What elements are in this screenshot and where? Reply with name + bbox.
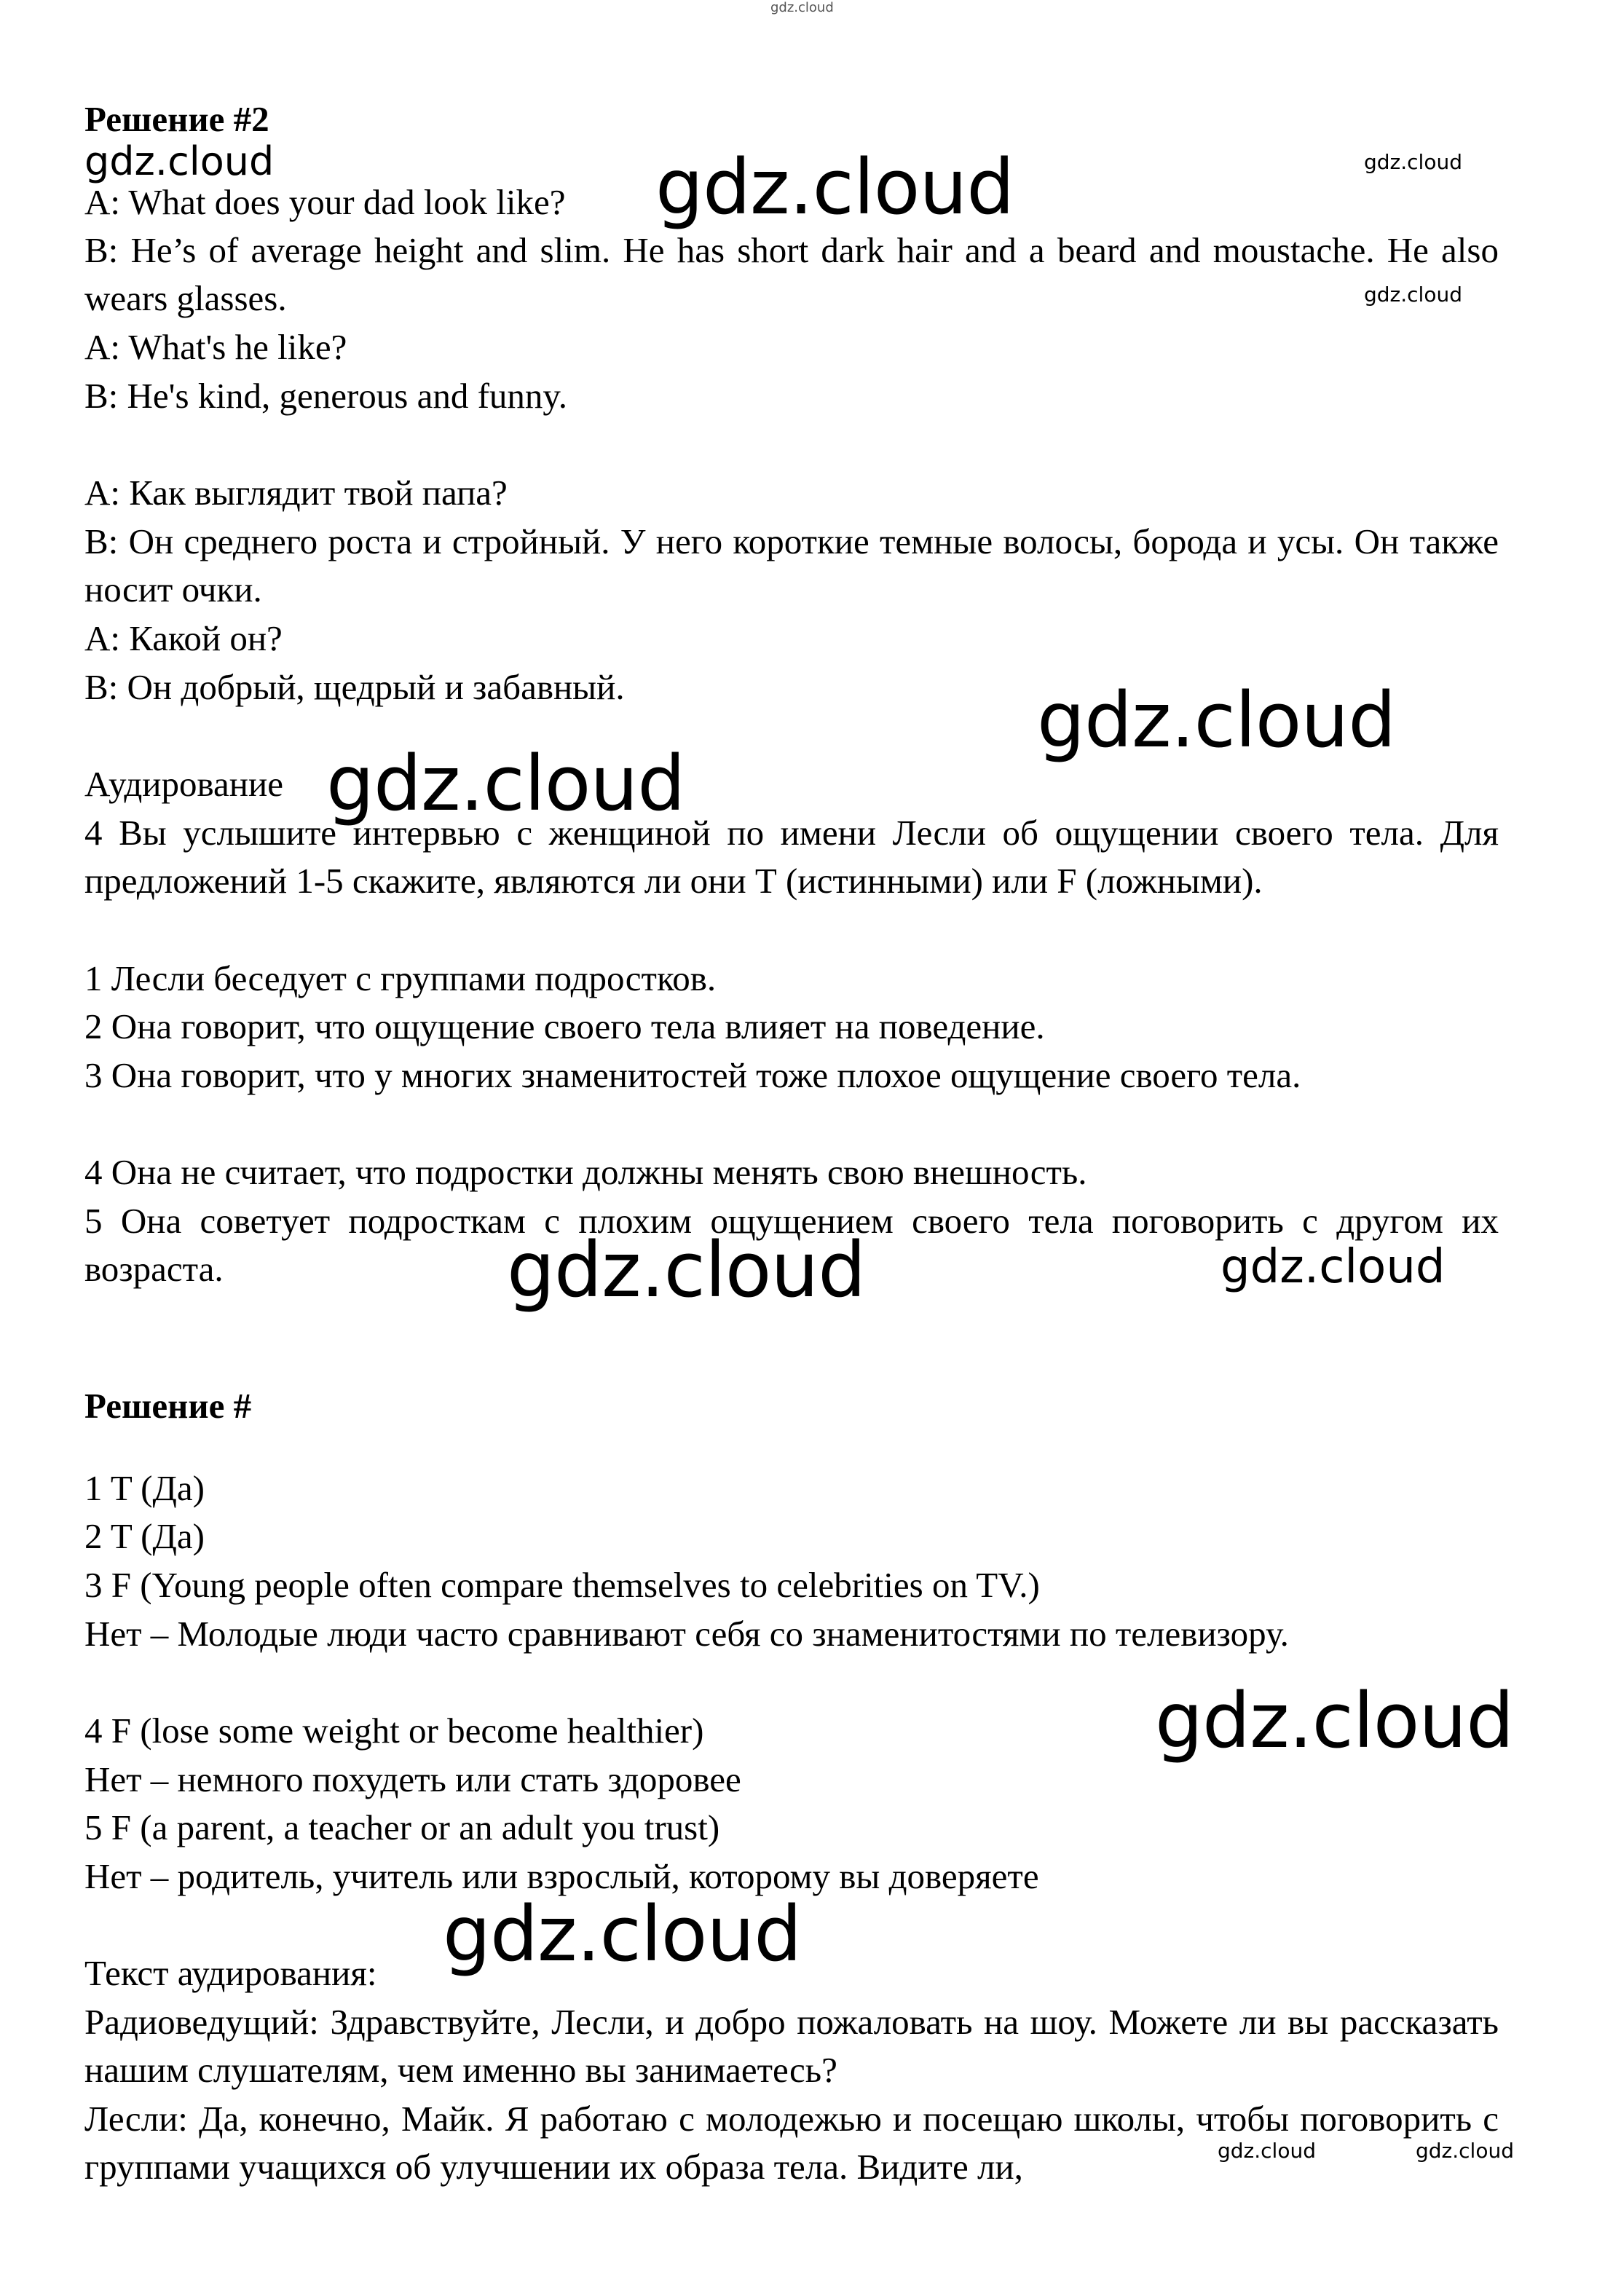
watermark-small: gdz.cloud	[1364, 150, 1462, 174]
watermark-heading: gdz.cloud	[84, 138, 275, 184]
watermark-large: gdz.cloud	[326, 739, 685, 828]
listening-task: 4 Вы услышите интервью с женщиной по имени Лесли об ощущении своего тела. Для предложений 1-5 скажите, являются ли они Т (истинными) или F (ложными).	[84, 813, 1499, 901]
watermark-large: gdz.cloud	[507, 1226, 866, 1314]
dialogue-ru-line: А: Какой он?	[84, 618, 283, 658]
watermark-top-tiny: gdz.cloud	[770, 0, 834, 15]
solution-heading: Решение #2	[84, 99, 269, 139]
answer-line: 2 T (Да)	[84, 1516, 205, 1556]
dialogue-ru-line: А: Как выглядит твой папа?	[84, 473, 508, 513]
statement: 5 Она советует подросткам с плохим ощущением своего тела поговорить с другом их возраста.	[84, 1201, 1499, 1289]
answer-line: 3 F (Young people often compare themselves to celebrities on TV.)	[84, 1565, 1040, 1605]
statement: 1 Лесли беседует с группами подростков.	[84, 958, 717, 998]
watermark-large: gdz.cloud	[1037, 676, 1396, 765]
watermark-small: gdz.cloud	[1218, 2139, 1316, 2163]
dialogue-ru-line: В: Он добрый, щедрый и забавный.	[84, 667, 625, 707]
transcript-title: Текст аудирования:	[84, 1953, 377, 1993]
answer-line: 5 F (a parent, a teacher or an adult you trust)	[84, 1807, 720, 1847]
dialogue-en-line: A: What's he like?	[84, 327, 347, 367]
dialogue-en-line: B: He's kind, generous and funny.	[84, 376, 567, 416]
answer-line: Нет – немного похудеть или стать здоровее	[84, 1759, 741, 1799]
statement: 2 Она говорит, что ощущение своего тела влияет на поведение.	[84, 1006, 1045, 1046]
watermark-large: gdz.cloud	[443, 1890, 802, 1979]
answer-line: 4 F (lose some weight or become healthier)	[84, 1711, 704, 1751]
dialogue-ru-line: В: Он среднего роста и стройный. У него короткие темные волосы, борода и усы. Он также носит очки.	[84, 521, 1499, 609]
answer-line: Нет – Молодые люди часто сравнивают себя со знаменитостями по телевизору.	[84, 1614, 1289, 1654]
watermark-large: gdz.cloud	[1155, 1676, 1514, 1765]
statement: 4 Она не считает, что подростки должны менять свою внешность.	[84, 1152, 1087, 1192]
transcript-paragraph: Лесли: Да, конечно, Майк. Я работаю с молодежью и посещаю школы, чтобы поговорить с группами учащихся об улучшении их образа тела. Видите ли,	[84, 2099, 1499, 2187]
answer-line: Нет – родитель, учитель или взрослый, которому вы доверяете	[84, 1856, 1039, 1896]
dialogue-en-line: A: What does your dad look like?	[84, 182, 566, 222]
transcript-paragraph: Радиоведущий: Здравствуйте, Лесли, и добро пожаловать на шоу. Можете ли вы рассказать нашим слушателям, чем именно вы занимаетесь?	[84, 2002, 1499, 2090]
watermark-medium: gdz.cloud	[1220, 1240, 1446, 1294]
dialogue-en-line: B: He’s of average height and slim. He has short dark hair and a beard and moustache. He also wears glasses.	[84, 230, 1499, 318]
statement: 3 Она говорит, что у многих знаменитостей тоже плохое ощущение своего тела.	[84, 1055, 1301, 1095]
watermark-small: gdz.cloud	[1416, 2139, 1514, 2163]
solution-heading: Решение #	[84, 1386, 252, 1426]
answer-line: 1 T (Да)	[84, 1468, 205, 1508]
watermark-large: gdz.cloud	[655, 143, 1014, 232]
watermark-small: gdz.cloud	[1364, 283, 1462, 307]
listening-title: Аудирование	[84, 764, 283, 804]
